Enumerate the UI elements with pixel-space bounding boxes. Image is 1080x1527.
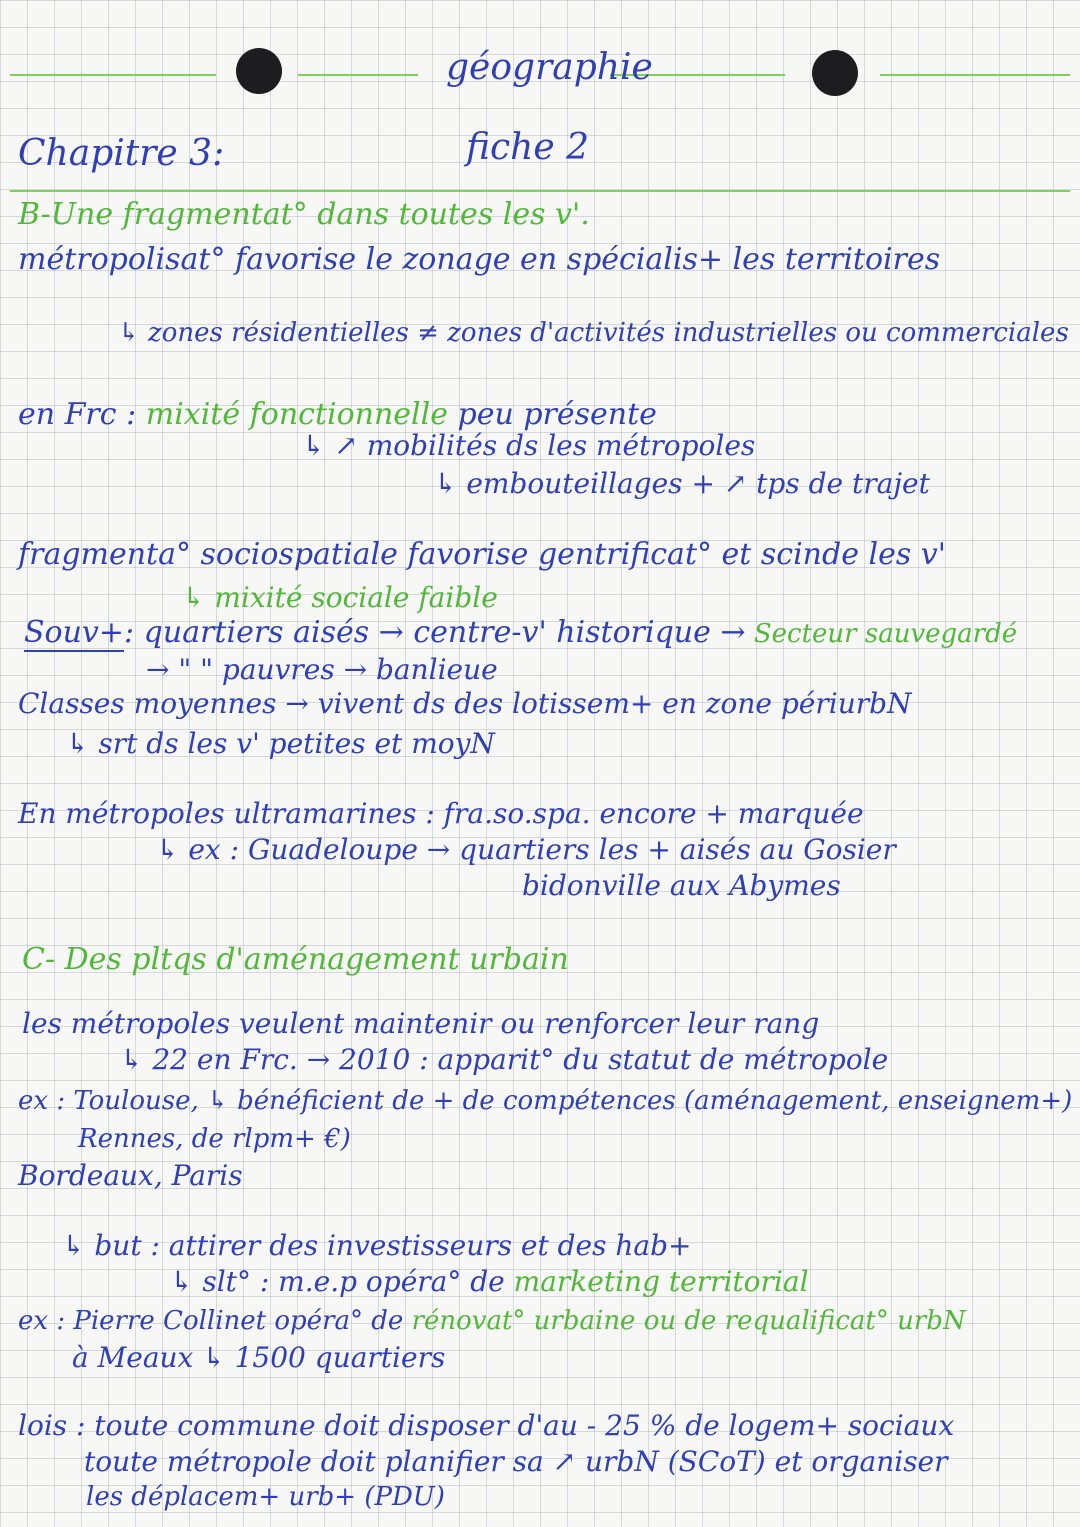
section-b-line-9: → " " pauvres → banlieue: [146, 653, 498, 686]
header-rule-2: [298, 74, 418, 76]
header-rule-1: [10, 74, 216, 76]
section-c-line-2: ↳ 22 en Frc. → 2010 : apparit° du statut de métropole: [120, 1043, 889, 1076]
souvent-label: Souv+: [24, 615, 125, 650]
secteur-sauvegarde-term: Secteur sauvegardé: [745, 619, 1018, 649]
section-c-title: C- Des pltqs d'aménagement urbain: [22, 942, 569, 977]
section-c-line-8: [18, 1308, 966, 1334]
section-c-line-3: ex : Toulouse, ↳ bénéficient de + de compétences (aménagement, enseignem+): [18, 1086, 1073, 1116]
subject-title: géographie: [446, 47, 653, 88]
section-b-line-3-end: peu présente: [448, 397, 657, 432]
section-b-line-11: ↳ srt ds les v' petites et moyN: [66, 727, 495, 760]
mixite-fonctionnelle-term: mixité fonctionnelle: [145, 397, 448, 432]
header-separator: [10, 190, 1070, 192]
section-c-line-7-start: ↳ slt° : m.e.p opéra° de: [170, 1265, 514, 1298]
section-c-line-12: les déplacem+ urb+ (PDU): [86, 1482, 445, 1512]
section-c-line-10: lois : toute commune doit disposer d'au - 25 % de logem+ sociaux: [18, 1409, 955, 1442]
section-c-line-7: [170, 1265, 809, 1298]
section-b-line-8-middle: : quartiers aisés → centre-v' historique →: [124, 615, 746, 650]
section-b-line-10: Classes moyennes → vivent ds des lotissem+ en zone périurbN: [18, 687, 912, 720]
section-b-line-3: [18, 397, 657, 432]
chapter-title: Chapitre 3:: [18, 133, 225, 174]
section-b-line-7: ↳ mixité sociale faible: [182, 581, 498, 614]
section-b-line-14: bidonville aux Abymes: [522, 869, 841, 902]
binder-hole-left: [236, 48, 282, 94]
section-b-line-8: [24, 615, 1018, 650]
section-c-line-6: ↳ but : attirer des investisseurs et des hab+: [62, 1229, 692, 1262]
section-b-line-12: En métropoles ultramarines : fra.so.spa. encore + marquée: [18, 797, 864, 830]
section-b-line-13: ↳ ex : Guadeloupe → quartiers les + aisés au Gosier: [156, 833, 896, 866]
section-c-line-9: à Meaux ↳ 1500 quartiers: [72, 1341, 446, 1374]
marketing-territorial-term: marketing territorial: [513, 1265, 809, 1298]
sheet-number: fiche 2: [466, 127, 590, 168]
section-b-line-5: ↳ embouteillages + ↗ tps de trajet: [434, 467, 930, 500]
renovation-urbaine-term: rénovat° urbaine ou de requalificat° urbN: [411, 1306, 966, 1336]
header-rule-4: [880, 74, 1070, 76]
section-c-line-5: Bordeaux, Paris: [18, 1159, 243, 1192]
section-b-line-2: ↳ zones résidentielles ≠ zones d'activités industrielles ou commerciales: [118, 318, 1069, 348]
binder-hole-right: [812, 50, 858, 96]
section-b-line-3-start: en Frc :: [18, 397, 146, 432]
section-b-line-4: ↳ ↗ mobilités ds les métropoles: [302, 429, 756, 462]
section-c-line-4: Rennes, de rlpm+ €): [78, 1124, 351, 1154]
section-c-line-11: toute métropole doit planifier sa ↗ urbN (SCoT) et organiser: [84, 1445, 948, 1478]
section-c-line-8-start: ex : Pierre Collinet opéra° de: [18, 1306, 412, 1336]
section-b-title: B-Une fragmentat° dans toutes les v'.: [18, 197, 590, 232]
section-b-line-1: métropolisat° favorise le zonage en spécialis+ les territoires: [18, 242, 941, 277]
section-b-line-6: fragmenta° sociospatiale favorise gentrificat° et scinde les v': [18, 537, 946, 572]
section-c-line-1: les métropoles veulent maintenir ou renforcer leur rang: [22, 1007, 820, 1040]
